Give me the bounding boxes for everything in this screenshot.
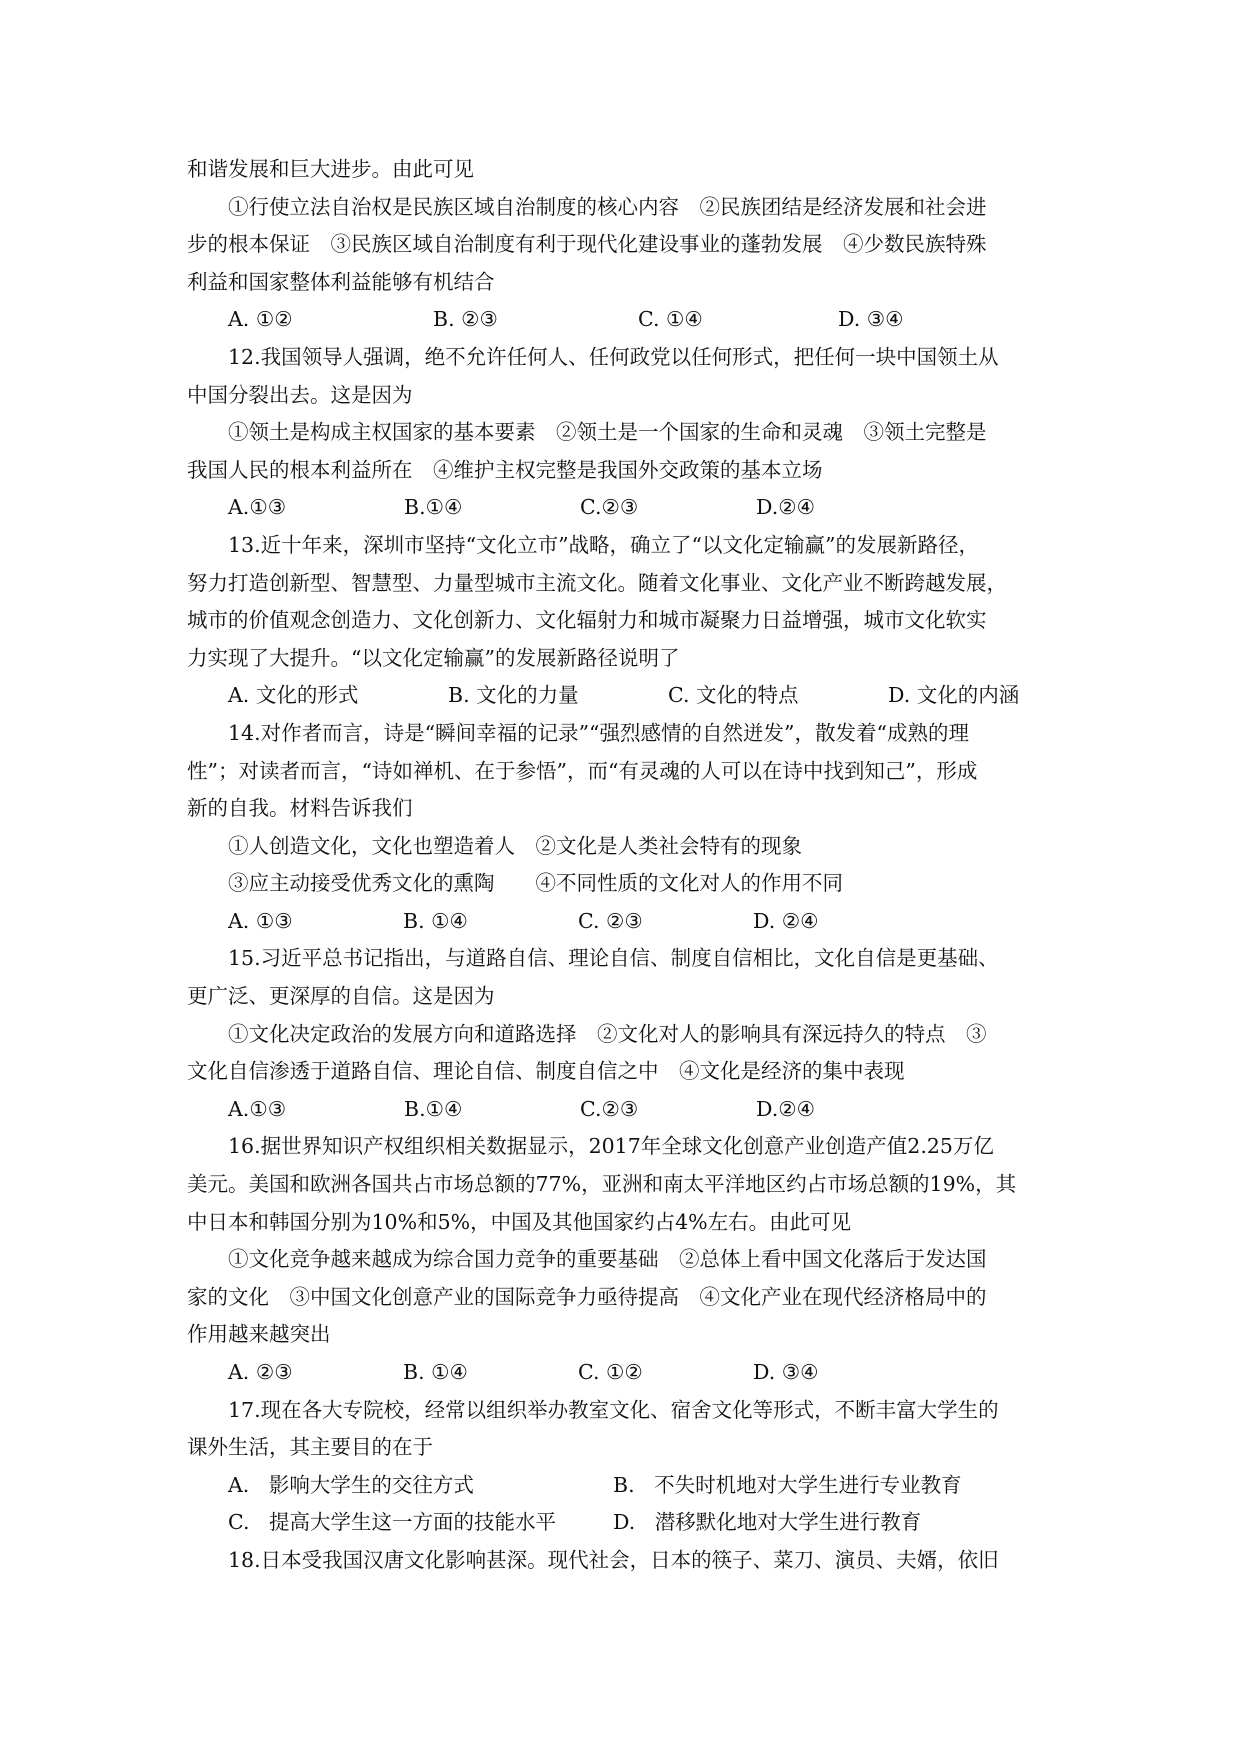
option-d: D. ②④ bbox=[753, 908, 819, 933]
option-a: A.①③ bbox=[228, 1096, 287, 1121]
q14-statement-line: ①人创造文化，文化也塑造着人 ②文化是人类社会特有的现象 bbox=[228, 833, 802, 858]
q17-options-row bbox=[187, 1467, 1063, 1505]
q17-stem: 课外生活，其主要目的在于 bbox=[187, 1435, 433, 1460]
option-c: C. 文化的特点 bbox=[668, 683, 799, 708]
q14-stem: 性”；对读者而言，“诗如禅机、在于参悟”，而“有灵魂的人可以在诗中找到知己”，形成 bbox=[187, 758, 978, 783]
option-d: D. ③④ bbox=[753, 1360, 819, 1384]
q16-stem: 中日本和韩国分别为10%和5%，中国及其他国家约占4%左右。由此可见 bbox=[187, 1209, 852, 1234]
q16-statement-line: 家的文化 ③中国文化创意产业的国际竞争力亟待提高 ④文化产业在现代经济格局中的 bbox=[187, 1284, 987, 1309]
q12-statement-line: ①领土是构成主权国家的基本要素 ②领土是一个国家的生命和灵魂 ③领土完整是 bbox=[228, 420, 987, 445]
q13-stem: 城市的价值观念创造力、文化创新力、文化辐射力和城市凝聚力日益增强，城市文化软实 bbox=[187, 608, 987, 633]
q16-statement-line: ①文化竞争越来越成为综合国力竞争的重要基础 ②总体上看中国文化落后于发达国 bbox=[228, 1247, 987, 1272]
q12-stem: 中国分裂出去。这是因为 bbox=[187, 382, 413, 407]
q14-stem: 新的自我。材料告诉我们 bbox=[187, 796, 413, 821]
option-a: A. 文化的形式 bbox=[228, 683, 359, 708]
q13-stem: 13.近十年来，深圳市坚持“文化立市”战略，确立了“以文化定输赢”的发展新路径， bbox=[228, 532, 980, 557]
option-c: C. ①② bbox=[578, 1360, 643, 1384]
q12-statement-line: 我国人民的根本利益所在 ④维护主权完整是我国外交政策的基本立场 bbox=[187, 457, 823, 482]
q16-stem: 美元。美国和欧洲各国共占市场总额的77%，亚洲和南太平洋地区约占市场总额的19%，其 bbox=[187, 1172, 1017, 1197]
option-b: B. 文化的力量 bbox=[448, 683, 579, 708]
q11-statement-line: 步的根本保证 ③民族区域自治制度有利于现代化建设事业的蓬勃发展 ④少数民族特殊 bbox=[187, 232, 987, 257]
q17-options-row bbox=[187, 1504, 1063, 1542]
option-d: D. 潜移默化地对大学生进行教育 bbox=[613, 1510, 922, 1535]
option-d: D. 文化的内涵 bbox=[888, 683, 1020, 708]
q15-stem: 15.习近平总书记指出，与道路自信、理论自信、制度自信相比，文化自信是更基础、 bbox=[228, 946, 999, 971]
option-c: C. 提高大学生这一方面的技能水平 bbox=[228, 1510, 557, 1535]
option-b: B.①④ bbox=[404, 495, 463, 520]
option-c: C.②③ bbox=[580, 1096, 639, 1121]
q18-stem: 18.日本受我国汉唐文化影响甚深。现代社会，日本的筷子、菜刀、演员、夫婿，依旧 bbox=[228, 1547, 999, 1572]
option-c: C. ①④ bbox=[638, 307, 703, 332]
q16-statement-line: 作用越来越突出 bbox=[187, 1322, 331, 1347]
q14-options bbox=[187, 903, 1063, 941]
q14-statement-line: ③应主动接受优秀文化的熏陶 ④不同性质的文化对人的作用不同 bbox=[228, 871, 843, 896]
option-d: D.②④ bbox=[756, 495, 815, 520]
option-a: A. 影响大学生的交往方式 bbox=[228, 1472, 474, 1497]
q11-statement-line: ①行使立法自治权是民族区域自治制度的核心内容 ②民族团结是经济发展和社会进 bbox=[228, 194, 987, 219]
q15-statement-line: ①文化决定政治的发展方向和道路选择 ②文化对人的影响具有深远持久的特点 ③ bbox=[228, 1021, 987, 1046]
option-c: C.②③ bbox=[580, 495, 639, 520]
q15-options bbox=[187, 1091, 1063, 1129]
q15-statement-line: 文化自信渗透于道路自信、理论自信、制度自信之中 ④文化是经济的集中表现 bbox=[187, 1059, 905, 1084]
option-b: B.①④ bbox=[404, 1096, 463, 1121]
q15-stem: 更广泛、更深厚的自信。这是因为 bbox=[187, 984, 495, 1009]
option-a: A. ①③ bbox=[228, 908, 293, 933]
option-c: C. ②③ bbox=[578, 908, 643, 933]
q14-stem: 14.对作者而言，诗是“瞬间幸福的记录”“强烈感情的自然迸发”，散发着“成熟的理 bbox=[228, 720, 970, 745]
q11-options bbox=[187, 301, 1063, 339]
q16-options bbox=[187, 1354, 1063, 1392]
option-a: A.①③ bbox=[228, 495, 287, 520]
q17-stem: 17.现在各大专院校，经常以组织举办教室文化、宿舍文化等形式，不断丰富大学生的 bbox=[228, 1397, 999, 1422]
q12-stem: 12.我国领导人强调，绝不允许任何人、任何政党以任何形式，把任何一块中国领土从 bbox=[228, 344, 999, 369]
option-a: A. ②③ bbox=[228, 1360, 293, 1384]
option-b: B. ②③ bbox=[433, 307, 498, 332]
q13-stem: 努力打造创新型、智慧型、力量型城市主流文化。随着文化事业、文化产业不断跨越发展， bbox=[187, 570, 1007, 595]
option-d: D. ③④ bbox=[838, 307, 904, 332]
option-b: B. 不失时机地对大学生进行专业教育 bbox=[613, 1472, 962, 1497]
option-d: D.②④ bbox=[756, 1096, 815, 1121]
q11-stem-continuation: 和谐发展和巨大进步。由此可见 bbox=[187, 157, 474, 181]
option-b: B. ①④ bbox=[403, 1360, 468, 1384]
option-b: B. ①④ bbox=[403, 908, 468, 933]
document-page bbox=[187, 151, 1063, 1580]
q13-stem: 力实现了大提升。“以文化定输赢”的发展新路径说明了 bbox=[187, 645, 680, 670]
option-a: A. ①② bbox=[228, 307, 293, 332]
q11-statement-line: 利益和国家整体利益能够有机结合 bbox=[187, 269, 495, 294]
q13-options bbox=[187, 677, 1063, 715]
q16-stem: 16.据世界知识产权组织相关数据显示，2017年全球文化创意产业创造产值2.25万亿 bbox=[228, 1134, 994, 1159]
q12-options bbox=[187, 489, 1063, 527]
